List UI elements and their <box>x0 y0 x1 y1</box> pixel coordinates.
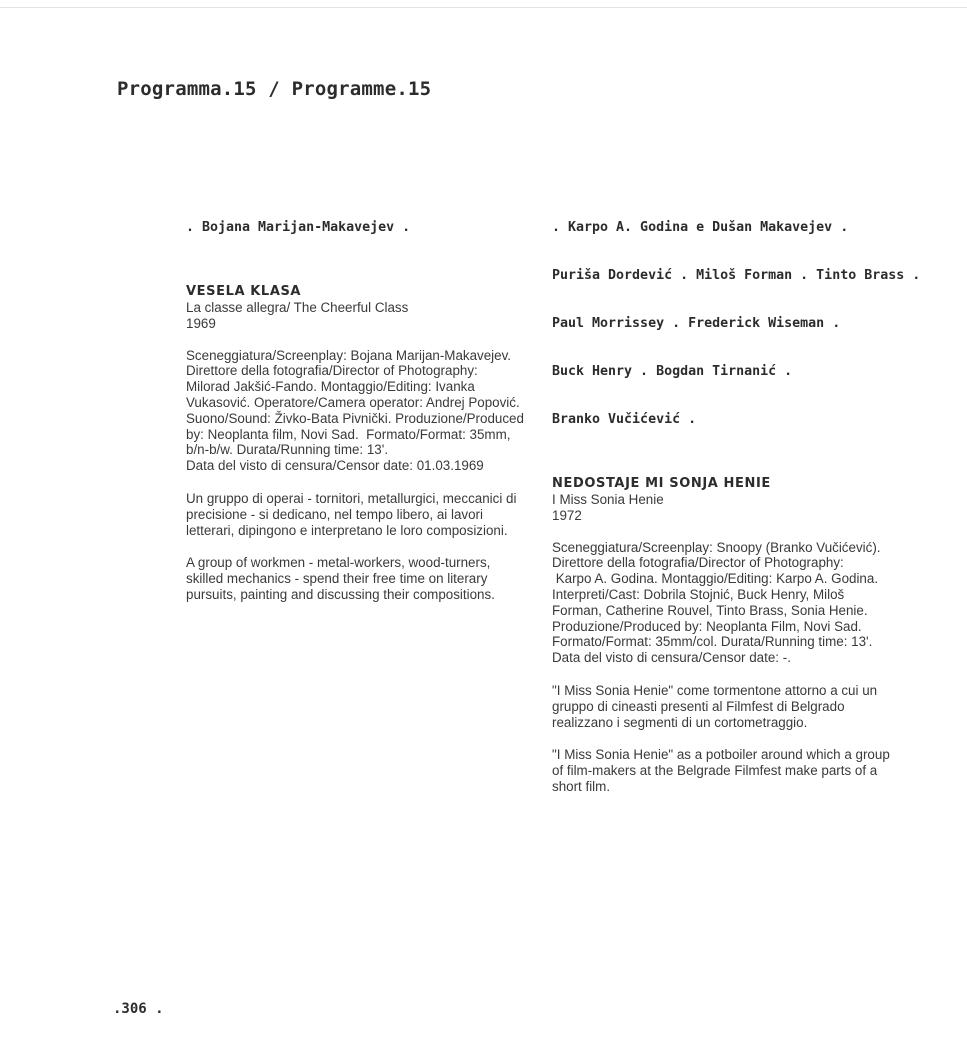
film-year: 1969 <box>186 315 216 331</box>
synopsis-english <box>552 747 902 794</box>
film-year: 1972 <box>552 507 582 523</box>
credits-line: Data del visto di censura/Censor date: -. <box>552 650 791 666</box>
credits-line: Sceneggiatura/Screenplay: Snoopy (Branko Vučićević). <box>552 539 881 555</box>
top-rule <box>0 7 967 8</box>
credits-line: Suono/Sound: Živko-Bata Pivnički. Produzione/Produced <box>186 410 524 426</box>
synopsis-line: A group of workmen - metal-workers, wood-turners, <box>186 555 491 571</box>
synopsis-line: realizzano i segmenti di un cortometraggio. <box>552 714 808 730</box>
synopsis-line: skilled mechanics - spend their free time on literary <box>186 571 488 587</box>
synopsis-line: of film-makers at the Belgrade Filmfest make parts of a <box>552 763 878 779</box>
film-authors <box>552 188 921 460</box>
page-title: Programma.15 / Programme.15 <box>117 78 432 100</box>
credits-line: Vukasović. Operatore/Camera operator: Andrej Popović. <box>186 394 520 410</box>
film-credits <box>552 540 902 666</box>
film-credits <box>186 348 536 474</box>
credits-line: Forman, Catherine Rouvel, Tinto Brass, Sonia Henie. <box>552 602 868 618</box>
credits-line: Direttore della fotografia/Director of Photography: <box>186 363 478 379</box>
synopsis-english <box>186 555 536 602</box>
synopsis-line: Un gruppo di operai - tornitori, metallurgici, meccanici di <box>186 490 517 506</box>
credits-line: Direttore della fotografia/Director of Photography: <box>552 555 844 571</box>
author-line: Paul Morrissey . Frederick Wiseman . <box>552 316 841 331</box>
author-line: Puriša Dordević . Miloš Forman . Tinto Brass . <box>552 268 921 283</box>
synopsis-line: short film. <box>552 778 611 794</box>
author-line: Branko Vučićević . <box>552 412 697 427</box>
synopsis-line: gruppo di cineasti presenti al Filmfest di Belgrado <box>552 698 845 714</box>
page-number: .306 . <box>113 1001 164 1017</box>
credits-line: b/n-b/w. Durata/Running time: 13'. <box>186 442 389 458</box>
synopsis-line: pursuits, painting and discussing their compositions. <box>186 586 495 602</box>
credits-line: Karpo A. Godina. Montaggio/Editing: Karpo A. Godina. <box>552 571 879 587</box>
film-entry-vesela-klasa <box>186 188 536 603</box>
film-authors <box>186 188 536 268</box>
author-line: . Bojana Marijan-Makavejev . <box>186 220 411 235</box>
film-alt-title: La classe allegra/ The Cheerful Class <box>186 300 409 315</box>
film-title: VESELA KLASA <box>186 284 302 299</box>
synopsis-italian <box>552 683 902 730</box>
author-line: . Karpo A. Godina e Dušan Makavejev . <box>552 220 849 235</box>
synopsis-line: letterari, dipingono e interpretano le loro composizioni. <box>186 522 508 538</box>
film-alt-title: I Miss Sonia Henie <box>552 492 664 507</box>
synopsis-line: precisione - si dedicano, nel tempo libero, ai lavori <box>186 506 483 522</box>
author-line: Buck Henry . Bogdan Tirnanić . <box>552 364 793 379</box>
credits-line: Interpreti/Cast: Dobrila Stojnić, Buck Henry, Miloš <box>552 586 845 602</box>
synopsis-line: "I Miss Sonia Henie" come tormentone attorno a cui un <box>552 682 878 698</box>
credits-line: Sceneggiatura/Screenplay: Bojana Marijan-Makavejev. <box>186 347 512 363</box>
credits-line: by: Neoplanta film, Novi Sad. Formato/Format: 35mm, <box>186 426 511 442</box>
synopsis-italian <box>186 491 536 538</box>
film-title: NEDOSTAJE MI SONJA HENIE <box>552 476 771 491</box>
credits-line: Produzione/Produced by: Neoplanta Film, Novi Sad. <box>552 618 862 634</box>
credits-line: Milorad Jakšić-Fando. Montaggio/Editing: Ivanka <box>186 379 475 395</box>
credits-line: Data del visto di censura/Censor date: 01.03.1969 <box>186 458 484 474</box>
synopsis-line: "I Miss Sonia Henie" as a potboiler around which a group <box>552 747 890 763</box>
credits-line: Formato/Format: 35mm/col. Durata/Running time: 13'. <box>552 634 873 650</box>
film-entry-nedostaje-mi-sonja-henie <box>552 188 921 795</box>
